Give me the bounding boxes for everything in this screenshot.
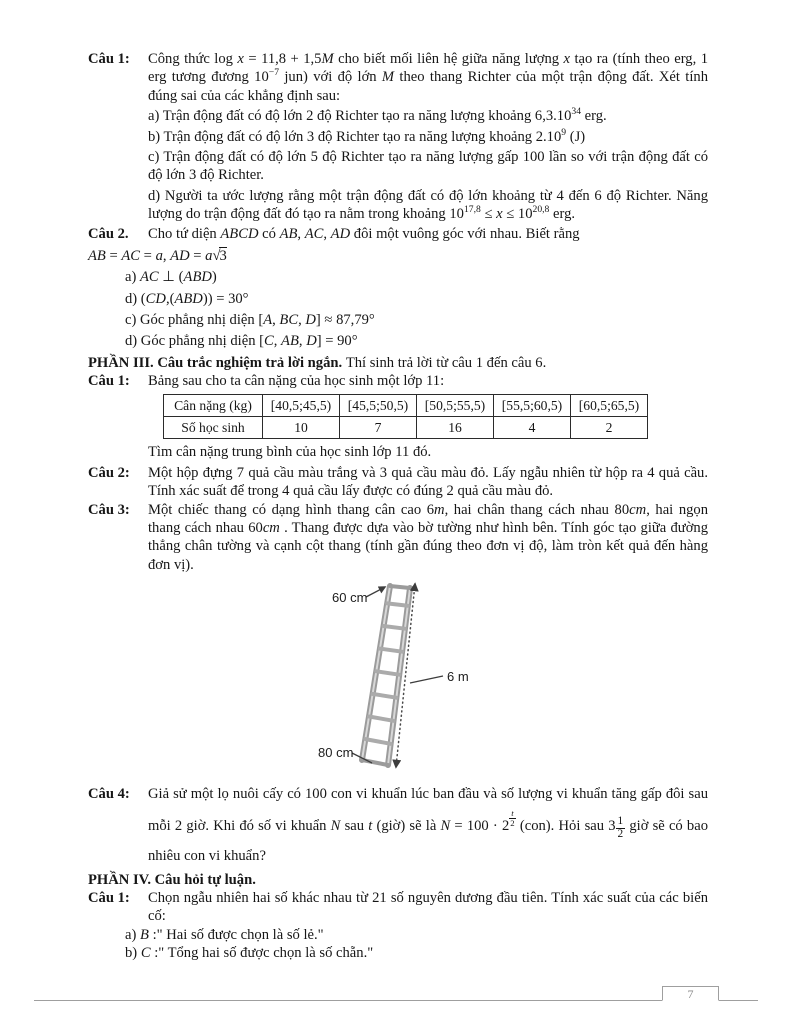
text-run: giờ sẽ có bao nhiêu con vi khuẩn? xyxy=(148,818,708,864)
text-run: = 100 · 2 xyxy=(450,818,510,835)
event-c xyxy=(88,944,708,962)
text-run: cho biết mối liên hệ giữa năng lượng xyxy=(333,51,564,67)
question-1-part2 xyxy=(88,50,708,105)
math-italic: M xyxy=(381,69,395,86)
text-run: , xyxy=(162,247,171,264)
text-run: , xyxy=(323,226,331,243)
table-wrapper xyxy=(163,394,708,439)
sqrt-expression: √3 xyxy=(212,247,227,264)
math-italic: M xyxy=(321,51,334,67)
math-italic: AD xyxy=(330,226,351,243)
text-run: a) xyxy=(125,926,140,943)
data-cell: [55,5;60,5) xyxy=(494,395,571,417)
text-run: = xyxy=(189,247,206,264)
data-cell: 4 xyxy=(494,417,571,439)
statement-d xyxy=(88,187,708,224)
event-b xyxy=(88,926,708,944)
text-run: )) = 30° xyxy=(202,290,249,307)
bold-text: PHẦN IV. Câu hỏi tự luận. xyxy=(88,871,256,888)
footer-divider xyxy=(34,987,758,1001)
math-italic: cm xyxy=(262,519,280,536)
superscript: −7 xyxy=(268,67,280,79)
text-run: a) xyxy=(125,269,140,286)
math-italic: a xyxy=(205,247,213,264)
section-heading-part4 xyxy=(88,871,708,889)
math-italic: AC xyxy=(140,269,159,286)
text-run: (con). Hỏi sau 3 xyxy=(515,818,616,835)
text-run: tạo ra (tính theo erg, 1 erg tương đương 10 xyxy=(148,51,708,86)
row-header-cell: Cân nặng (kg) xyxy=(164,395,263,417)
math-italic: x xyxy=(237,51,244,67)
text-run: (giờ) sẽ là xyxy=(372,818,441,835)
question-1-part4 xyxy=(88,889,708,926)
question-4-part3 xyxy=(88,780,708,871)
top-width-leader xyxy=(366,587,385,597)
text-run: :" Tổng hai số được chọn là số chẵn." xyxy=(150,945,374,962)
question-label: Câu 4: xyxy=(88,786,130,802)
text-run: Một hộp đựng 7 quả cầu màu trắng và 3 quả cầu màu đỏ. Lấy ngẫu nhiên từ hộp ra 4 quả cầu. Tính xác suất để trong 4 quả cầu lấy được có đúng 2 quả cầu màu đỏ. xyxy=(148,464,708,500)
statement-c xyxy=(88,311,708,329)
text-run: , xyxy=(272,311,280,328)
figure-label-length: 6 m xyxy=(447,669,469,684)
text-run: erg. xyxy=(581,108,607,125)
text-run: , xyxy=(298,311,306,328)
math-italic: A xyxy=(263,311,273,328)
ladder-figure xyxy=(314,576,496,776)
text-run: , xyxy=(273,333,282,350)
data-cell: 10 xyxy=(263,417,340,439)
math-italic: AD xyxy=(170,247,190,264)
section-heading-part3 xyxy=(88,354,708,372)
statement-a xyxy=(88,268,708,286)
statement-c xyxy=(88,148,708,185)
text-run: Chọn ngẫu nhiên hai số khác nhau từ 21 số nguyên dương đầu tiên. Tính xác suất của các biến cố: xyxy=(148,890,708,925)
text-run: b) xyxy=(125,945,141,962)
superscript: 34 xyxy=(571,106,582,118)
text-run: ] ≈ 87,79° xyxy=(315,311,375,328)
math-italic: D xyxy=(306,333,317,350)
math-italic: AB xyxy=(281,333,299,350)
text-run: ,( xyxy=(165,290,175,307)
superscript: 9 xyxy=(561,126,567,138)
table-row xyxy=(164,417,648,439)
statement-d2 xyxy=(88,332,708,350)
math-italic: D xyxy=(305,311,316,328)
question-label: Câu 1: xyxy=(88,51,130,67)
superscript: 20,8 xyxy=(532,204,550,216)
text-run: , hai ngọn thang cách nhau 60 xyxy=(148,501,709,536)
math-italic: N xyxy=(440,818,451,835)
text-run: . Thang được dựa vào bờ tường như hình bên. Tính góc tạo giữa đường thẳng chân tường và cạnh cột thang (tính gần đúng theo đơn vị độ, làm tròn kết quả đến hàng đơn vị). xyxy=(148,519,709,573)
question-3-part3 xyxy=(88,501,708,575)
page-number-badge xyxy=(662,986,719,1001)
text-run: c) Góc phẳng nhị diện [ xyxy=(125,311,264,328)
data-cell: [50,5;55,5) xyxy=(417,395,494,417)
table-row xyxy=(164,395,648,417)
math-italic: C xyxy=(264,333,274,350)
text-run: = xyxy=(140,247,156,264)
question-label: Câu 3: xyxy=(88,501,130,518)
question-2-part3 xyxy=(88,464,708,501)
text-run: a) Trận động đất có độ lớn 2 độ Richter tạo ra năng lượng khoảng 6,3.10 xyxy=(148,108,572,125)
math-italic: ABD xyxy=(174,290,203,307)
text-run: ) xyxy=(211,269,217,286)
text-run: erg. xyxy=(549,206,576,222)
text-run: , xyxy=(298,333,307,350)
statement-a xyxy=(88,107,708,125)
math-italic: a xyxy=(155,247,163,264)
text-run: Một chiếc thang có dạng hình thang cân cao 6 xyxy=(148,501,435,518)
superscript: 17,8 xyxy=(463,204,481,216)
text-run: = xyxy=(105,247,122,264)
question-label: Câu 1: xyxy=(88,373,130,389)
superscript-fraction: $\frac{t}{2}$ xyxy=(510,808,515,829)
math-italic: ABD xyxy=(183,269,212,286)
math-italic: BC xyxy=(279,311,299,328)
text-run: Giả sử một lọ nuôi cấy có 100 con vi khuẩn lúc ban đầu và số lượng vi khuẩn tăng gấp đôi sau mỗi 2 giờ. Khi đó số vi khuẩn xyxy=(148,786,708,835)
data-cell: 16 xyxy=(417,417,494,439)
text-run: Tìm cân nặng trung bình của học sinh lớp 11 đó. xyxy=(148,444,432,461)
text-run: = 11,8 + 1,5 xyxy=(243,51,322,67)
data-cell: [60,5;65,5) xyxy=(571,395,648,417)
text-run: Thí sinh trả lời từ câu 1 đến câu 6. xyxy=(345,354,547,371)
text-run: theo thang Richter của một trận động đất. Xét tính đúng sai của các khẳng định sau: xyxy=(148,69,709,104)
text-run: Cho tứ diện xyxy=(148,226,221,243)
math-italic: AB xyxy=(279,226,298,243)
math-italic: AB xyxy=(88,247,106,264)
question-1-part3 xyxy=(88,372,708,390)
math-italic: m xyxy=(434,501,445,518)
math-italic: ABCD xyxy=(220,226,259,243)
text-run: c) Trận động đất có độ lớn 5 độ Richter tạo ra năng lượng gấp 100 lần so với trận động đất có độ lớn 3 độ Richter. xyxy=(148,148,708,184)
frequency-table xyxy=(163,394,648,439)
fraction: $\frac{1}{2}$ xyxy=(617,814,624,840)
data-cell: [40,5;45,5) xyxy=(263,395,340,417)
math-italic: cm xyxy=(629,501,647,518)
text-run: , hai chân thang cách nhau 80 xyxy=(444,501,630,518)
math-italic: AC xyxy=(121,247,141,264)
text-run: :" Hai số được chọn là số lẻ." xyxy=(148,926,324,943)
document-body xyxy=(88,50,708,963)
text-run: ⊥ ( xyxy=(158,269,184,286)
text-run: ≤ 10 xyxy=(502,206,533,222)
statement-d xyxy=(88,290,708,308)
text-run: d) Góc phẳng nhị diện [ xyxy=(125,333,265,350)
text-run: sau xyxy=(340,818,369,835)
text-run: ] = 90° xyxy=(316,333,358,350)
statement-b xyxy=(88,128,708,146)
ladder-illustration xyxy=(314,576,496,776)
math-italic: C xyxy=(140,945,151,962)
length-leader xyxy=(410,676,443,683)
text-run: d) Người ta ước lượng rằng một trận động đất có độ lớn khoảng từ 4 đến 6 độ Richter. Năng lượng do trận động đất đó tạo ra nằm trong khoảng 10 xyxy=(148,187,708,222)
text-run: (J) xyxy=(566,128,586,145)
data-cell: 2 xyxy=(571,417,648,439)
question-1-continuation xyxy=(88,443,708,461)
text-run: đôi một vuông góc với nhau. Biết rằng xyxy=(350,226,580,243)
math-italic: x xyxy=(563,51,571,67)
math-italic: N xyxy=(330,818,341,835)
text-run: b) Trận động đất có độ lớn 3 độ Richter tạo ra năng lượng khoảng 2.10 xyxy=(148,128,562,145)
math-italic: CD xyxy=(145,290,166,307)
text-run: Công thức log xyxy=(148,51,238,67)
row-header-cell: Số học sinh xyxy=(164,417,263,439)
question-label: Câu 2. xyxy=(88,226,129,243)
page-number: 7 xyxy=(687,987,694,1001)
figure-label-top-width: 60 cm xyxy=(332,590,368,605)
formula-line xyxy=(88,247,708,265)
text-run: Bảng sau cho ta cân nặng của học sinh một lớp 11: xyxy=(148,373,445,389)
text-run: có xyxy=(258,226,280,243)
bold-text: PHẦN III. Câu trắc nghiệm trả lời ngắn. xyxy=(88,354,346,371)
math-italic: t xyxy=(368,818,373,835)
question-label: Câu 1: xyxy=(88,890,130,907)
figure-label-bottom-width: 80 cm xyxy=(318,745,354,760)
data-cell: 7 xyxy=(340,417,417,439)
text-run: d) ( xyxy=(125,290,146,307)
question-2-part2 xyxy=(88,225,708,243)
math-italic: B xyxy=(140,926,149,943)
math-italic: AC xyxy=(304,226,324,243)
math-italic: x xyxy=(496,206,503,222)
question-label: Câu 2: xyxy=(88,464,130,481)
text-run: , xyxy=(297,226,305,243)
data-cell: [45,5;50,5) xyxy=(340,395,417,417)
text-run: jun) với độ lớn xyxy=(279,69,382,86)
text-run: ≤ xyxy=(480,206,497,222)
